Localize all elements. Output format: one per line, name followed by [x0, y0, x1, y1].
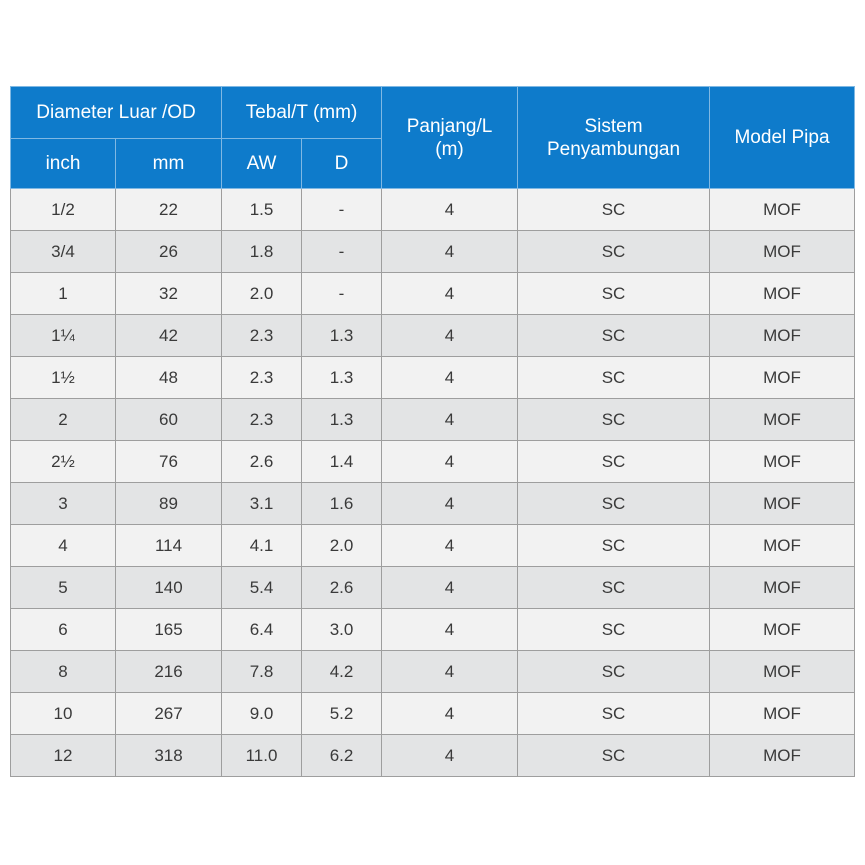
cell-system: SC: [518, 483, 710, 525]
cell-system: SC: [518, 189, 710, 231]
table-row: [11, 525, 855, 567]
cell-inch: 10: [11, 693, 116, 735]
cell-inch: 1: [11, 273, 116, 315]
cell-d: 1.3: [302, 357, 382, 399]
table-row: [11, 273, 855, 315]
cell-length: 4: [382, 441, 518, 483]
header-joint-system: [518, 87, 710, 189]
cell-aw: 2.3: [222, 315, 302, 357]
cell-system: SC: [518, 357, 710, 399]
cell-d: -: [302, 189, 382, 231]
table-row: [11, 231, 855, 273]
cell-aw: 11.0: [222, 735, 302, 777]
table-row: [11, 735, 855, 777]
cell-d: -: [302, 273, 382, 315]
cell-inch: 2½: [11, 441, 116, 483]
header-aw: AW: [222, 139, 302, 189]
header-system-line2: Penyambungan: [546, 138, 681, 160]
cell-length: 4: [382, 693, 518, 735]
header-outer-diameter: Diameter Luar /OD: [11, 87, 222, 139]
cell-model: MOF: [710, 483, 855, 525]
cell-model: MOF: [710, 693, 855, 735]
table-row: [11, 567, 855, 609]
cell-aw: 2.6: [222, 441, 302, 483]
table-row: [11, 441, 855, 483]
cell-length: 4: [382, 273, 518, 315]
cell-model: MOF: [710, 399, 855, 441]
cell-aw: 7.8: [222, 651, 302, 693]
cell-model: MOF: [710, 609, 855, 651]
header-pipe-model: Model Pipa: [710, 87, 855, 189]
cell-inch: 4: [11, 525, 116, 567]
table-header: [11, 87, 855, 189]
cell-aw: 2.3: [222, 399, 302, 441]
cell-model: MOF: [710, 651, 855, 693]
cell-length: 4: [382, 651, 518, 693]
cell-mm: 89: [116, 483, 222, 525]
cell-mm: 60: [116, 399, 222, 441]
cell-inch: 12: [11, 735, 116, 777]
cell-inch: 6: [11, 609, 116, 651]
cell-d: 5.2: [302, 693, 382, 735]
cell-d: 2.6: [302, 567, 382, 609]
cell-d: 1.3: [302, 315, 382, 357]
cell-model: MOF: [710, 735, 855, 777]
cell-mm: 114: [116, 525, 222, 567]
cell-aw: 6.4: [222, 609, 302, 651]
cell-system: SC: [518, 273, 710, 315]
table-row: [11, 189, 855, 231]
cell-d: 1.3: [302, 399, 382, 441]
header-mm: mm: [116, 139, 222, 189]
cell-model: MOF: [710, 189, 855, 231]
cell-mm: 26: [116, 231, 222, 273]
cell-length: 4: [382, 483, 518, 525]
header-length: [382, 87, 518, 189]
cell-inch: 1¼: [11, 315, 116, 357]
cell-aw: 2.3: [222, 357, 302, 399]
cell-system: SC: [518, 315, 710, 357]
cell-model: MOF: [710, 441, 855, 483]
cell-mm: 140: [116, 567, 222, 609]
pipe-spec-table: [10, 86, 855, 777]
cell-system: SC: [518, 399, 710, 441]
cell-aw: 9.0: [222, 693, 302, 735]
cell-length: 4: [382, 399, 518, 441]
pipe-spec-table-container: [10, 86, 854, 777]
cell-system: SC: [518, 735, 710, 777]
cell-model: MOF: [710, 273, 855, 315]
table-row: [11, 315, 855, 357]
cell-model: MOF: [710, 357, 855, 399]
cell-d: 6.2: [302, 735, 382, 777]
cell-d: 2.0: [302, 525, 382, 567]
cell-system: SC: [518, 693, 710, 735]
cell-d: -: [302, 231, 382, 273]
cell-aw: 1.8: [222, 231, 302, 273]
table-row: [11, 399, 855, 441]
cell-length: 4: [382, 567, 518, 609]
cell-aw: 1.5: [222, 189, 302, 231]
cell-model: MOF: [710, 525, 855, 567]
cell-system: SC: [518, 231, 710, 273]
cell-inch: 1½: [11, 357, 116, 399]
cell-d: 4.2: [302, 651, 382, 693]
header-row-main: [11, 87, 855, 139]
cell-inch: 8: [11, 651, 116, 693]
cell-length: 4: [382, 525, 518, 567]
cell-length: 4: [382, 231, 518, 273]
cell-mm: 22: [116, 189, 222, 231]
cell-aw: 2.0: [222, 273, 302, 315]
cell-model: MOF: [710, 567, 855, 609]
cell-mm: 267: [116, 693, 222, 735]
cell-inch: 1/2: [11, 189, 116, 231]
table-row: [11, 483, 855, 525]
header-thickness: Tebal/T (mm): [222, 87, 382, 139]
table-row: [11, 609, 855, 651]
header-inch: inch: [11, 139, 116, 189]
cell-aw: 3.1: [222, 483, 302, 525]
cell-inch: 5: [11, 567, 116, 609]
cell-model: MOF: [710, 231, 855, 273]
cell-length: 4: [382, 189, 518, 231]
table-body: [11, 189, 855, 777]
cell-mm: 48: [116, 357, 222, 399]
table-row: [11, 357, 855, 399]
cell-mm: 165: [116, 609, 222, 651]
cell-model: MOF: [710, 315, 855, 357]
cell-mm: 318: [116, 735, 222, 777]
cell-inch: 2: [11, 399, 116, 441]
cell-mm: 216: [116, 651, 222, 693]
cell-system: SC: [518, 525, 710, 567]
cell-length: 4: [382, 735, 518, 777]
header-system-line1: Sistem: [584, 115, 643, 137]
cell-system: SC: [518, 567, 710, 609]
cell-system: SC: [518, 609, 710, 651]
cell-system: SC: [518, 441, 710, 483]
table-row: [11, 651, 855, 693]
cell-length: 4: [382, 315, 518, 357]
cell-d: 1.4: [302, 441, 382, 483]
cell-mm: 42: [116, 315, 222, 357]
cell-inch: 3/4: [11, 231, 116, 273]
cell-system: SC: [518, 651, 710, 693]
cell-aw: 4.1: [222, 525, 302, 567]
header-length-line2: (m): [435, 138, 464, 160]
cell-length: 4: [382, 357, 518, 399]
cell-inch: 3: [11, 483, 116, 525]
cell-d: 1.6: [302, 483, 382, 525]
cell-mm: 76: [116, 441, 222, 483]
cell-d: 3.0: [302, 609, 382, 651]
cell-aw: 5.4: [222, 567, 302, 609]
table-row: [11, 693, 855, 735]
header-d: D: [302, 139, 382, 189]
cell-length: 4: [382, 609, 518, 651]
header-length-line1: Panjang/L: [406, 115, 493, 137]
cell-mm: 32: [116, 273, 222, 315]
